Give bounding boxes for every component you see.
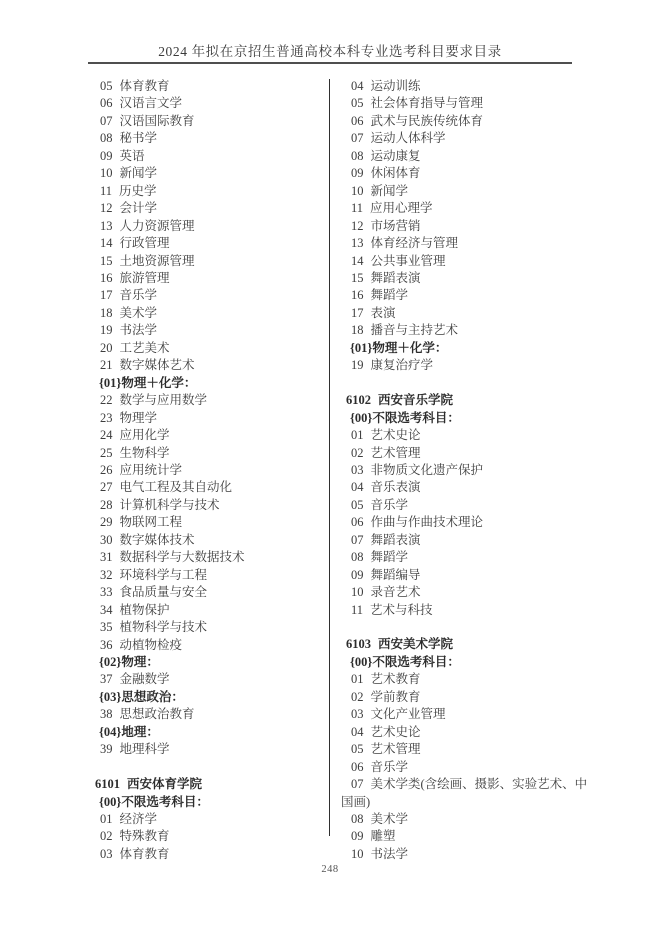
- major-code: 03: [100, 846, 113, 861]
- major-item: [341, 427, 599, 444]
- major-name: 应用化学: [119, 428, 170, 443]
- major-item: [341, 741, 599, 758]
- major-code: 02: [100, 829, 113, 844]
- major-name: 汉语国际教育: [119, 113, 195, 128]
- major-code: 04: [351, 480, 364, 495]
- major-name: 音乐表演: [370, 480, 421, 495]
- major-name: 应用心理学: [370, 201, 433, 216]
- major-name: 音乐学: [119, 288, 158, 303]
- major-name: 土地资源管理: [119, 253, 195, 268]
- major-list-column-left: [90, 78, 328, 863]
- major-code: 31: [100, 550, 113, 565]
- major-name: 武术与民族传统体育: [370, 113, 484, 128]
- major-item: [90, 165, 328, 182]
- major-name: 艺术教育: [370, 672, 421, 687]
- major-name: 书法学: [370, 846, 409, 861]
- major-name: 公共事业管理: [370, 253, 446, 268]
- major-item: [341, 130, 599, 147]
- major-name: 运动训练: [370, 79, 421, 93]
- major-name: 食品质量与安全: [119, 585, 208, 600]
- major-code: 10: [351, 183, 364, 198]
- major-code: 09: [100, 148, 113, 163]
- major-code: 16: [351, 288, 364, 303]
- major-name: 英语: [119, 148, 145, 163]
- major-name: 行政管理: [119, 236, 170, 251]
- major-code: 01: [351, 672, 364, 687]
- major-item: [90, 741, 328, 758]
- major-name: 舞蹈编导: [370, 567, 421, 582]
- major-code: 08: [351, 812, 364, 826]
- major-code: 16: [100, 270, 113, 285]
- school-code: 6102: [346, 393, 371, 408]
- major-code: 08: [100, 131, 113, 146]
- major-code: 19: [351, 358, 364, 373]
- major-item: [90, 130, 328, 147]
- major-name: 市场营销: [370, 218, 421, 233]
- major-item: [90, 671, 328, 688]
- major-code: 06: [351, 515, 364, 530]
- major-code: 05: [351, 497, 364, 512]
- major-item: [90, 828, 328, 845]
- major-item: [341, 828, 599, 845]
- school-heading: [90, 776, 328, 793]
- major-item: [341, 479, 599, 496]
- major-code: 13: [100, 218, 113, 233]
- major-name: 运动人体科学: [370, 131, 446, 146]
- major-name: 录音艺术: [370, 585, 421, 600]
- major-name: 雕塑: [370, 829, 396, 844]
- major-name: 非物质文化遗产保护: [370, 462, 484, 477]
- major-item: [341, 253, 599, 270]
- major-code: 38: [100, 707, 113, 722]
- major-name: 植物科学与技术: [119, 620, 208, 635]
- major-name: 艺术与科技: [370, 602, 433, 617]
- major-name: 思想政治教育: [119, 707, 195, 722]
- major-item: [341, 514, 599, 531]
- major-code: 02: [351, 689, 364, 704]
- major-item: [341, 78, 599, 95]
- major-code: 35: [100, 620, 113, 635]
- major-name: 艺术史论: [370, 428, 421, 443]
- school-code: 6101: [95, 777, 120, 792]
- major-code: 07: [351, 777, 364, 792]
- major-item: [341, 165, 599, 182]
- major-item: [90, 427, 328, 444]
- major-code: 18: [100, 305, 113, 320]
- major-name: 新闻学: [119, 166, 158, 181]
- major-item: [341, 584, 599, 601]
- major-code: 28: [100, 497, 113, 512]
- major-item: [341, 445, 599, 462]
- major-item: [341, 322, 599, 339]
- major-code: 24: [100, 428, 113, 443]
- major-item: [341, 148, 599, 165]
- major-item: [341, 270, 599, 287]
- major-name: 舞蹈学: [370, 288, 409, 303]
- major-code: 12: [100, 201, 113, 216]
- major-item: [341, 811, 599, 828]
- major-item: [90, 200, 328, 217]
- major-code: 09: [351, 567, 364, 582]
- subject-group-heading: {00}不限选考科目：: [350, 410, 460, 425]
- major-item: [341, 200, 599, 217]
- major-code: 07: [351, 131, 364, 146]
- major-name: 经济学: [119, 812, 158, 827]
- major-item: [90, 78, 328, 95]
- major-item: [341, 218, 599, 235]
- major-name: 社会体育指导与管理: [370, 96, 484, 111]
- major-item: [341, 287, 599, 304]
- major-item: [341, 602, 599, 619]
- major-name: 新闻学: [370, 183, 409, 198]
- major-code: 09: [351, 829, 364, 844]
- major-name: 舞蹈表演: [370, 270, 421, 285]
- subject-group-heading: {01}物理＋化学：: [99, 375, 197, 390]
- subject-group-heading: {04}地理：: [99, 724, 159, 739]
- major-item: [90, 567, 328, 584]
- page-number: 248: [321, 864, 339, 875]
- major-code: 20: [100, 340, 113, 355]
- subject-group-heading: {01}物理＋化学：: [350, 340, 448, 355]
- major-item: [90, 305, 328, 322]
- major-name: 艺术史论: [370, 724, 421, 739]
- major-code: 06: [100, 96, 113, 111]
- major-item: [341, 235, 599, 252]
- major-item: [90, 148, 328, 165]
- major-code: 23: [100, 410, 113, 425]
- major-code: 06: [351, 113, 364, 128]
- major-code: 06: [351, 759, 364, 774]
- major-item: [341, 113, 599, 130]
- major-item: [341, 689, 599, 706]
- major-code: 10: [100, 166, 113, 181]
- major-code: 19: [100, 323, 113, 338]
- major-name: 秘书学: [119, 131, 158, 146]
- major-name: 学前教育: [370, 689, 421, 704]
- major-item: [90, 584, 328, 601]
- major-name: 体育经济与管理: [370, 236, 459, 251]
- major-item: [90, 113, 328, 130]
- major-code: 18: [351, 323, 364, 338]
- major-item: [90, 602, 328, 619]
- major-name: 计算机科学与技术: [119, 497, 220, 512]
- major-item: [90, 637, 328, 654]
- major-item: [341, 567, 599, 584]
- major-name: 艺术管理: [370, 742, 421, 757]
- major-item: [341, 357, 599, 374]
- major-name: 休闲体育: [370, 166, 421, 181]
- school-name: 西安音乐学院: [378, 393, 454, 408]
- major-name: 工艺美术: [119, 340, 170, 355]
- major-item: [341, 846, 599, 863]
- major-name: 美术学类(含绘画、摄影、实验艺术、中国画): [341, 777, 588, 809]
- major-name: 数学与应用数学: [119, 393, 208, 408]
- major-item: [341, 759, 599, 776]
- major-name: 地理科学: [119, 742, 170, 757]
- major-code: 04: [351, 724, 364, 739]
- major-code: 04: [351, 79, 364, 93]
- major-item: [90, 619, 328, 636]
- major-item: [90, 95, 328, 112]
- major-name: 环境科学与工程: [119, 567, 208, 582]
- major-code: 21: [100, 358, 113, 373]
- major-item: [341, 95, 599, 112]
- major-code: 32: [100, 567, 113, 582]
- major-name: 生物科学: [119, 445, 170, 460]
- major-list-column-right: [341, 78, 599, 863]
- blank-line: [341, 619, 599, 636]
- major-item: [90, 811, 328, 828]
- major-item: [90, 322, 328, 339]
- major-code: 29: [100, 515, 113, 530]
- major-name: 物联网工程: [119, 515, 183, 530]
- major-name: 作曲与作曲技术理论: [370, 515, 484, 530]
- major-code: 05: [100, 79, 113, 93]
- major-name: 植物保护: [119, 602, 170, 617]
- major-code: 03: [351, 462, 364, 477]
- major-code: 39: [100, 742, 113, 757]
- major-code: 03: [351, 707, 364, 722]
- major-item: [90, 706, 328, 723]
- header-rule: [88, 62, 572, 64]
- major-name: 舞蹈表演: [370, 532, 421, 547]
- major-item: [341, 532, 599, 549]
- major-code: 13: [351, 236, 364, 251]
- major-item: [90, 357, 328, 374]
- major-code: 17: [351, 305, 364, 320]
- major-name: 文化产业管理: [370, 707, 446, 722]
- major-item: [90, 514, 328, 531]
- major-name: 运动康复: [370, 148, 421, 163]
- major-name: 特殊教育: [119, 829, 170, 844]
- major-code: 08: [351, 550, 364, 565]
- major-item: [341, 706, 599, 723]
- major-code: 09: [351, 166, 364, 181]
- major-name: 艺术管理: [370, 445, 421, 460]
- major-name: 数字媒体艺术: [119, 358, 195, 373]
- column-divider: [329, 79, 330, 836]
- major-name: 体育教育: [119, 846, 170, 861]
- major-code: 26: [100, 462, 113, 477]
- major-item: [90, 287, 328, 304]
- major-item: [90, 340, 328, 357]
- blank-line: [90, 759, 328, 776]
- major-name: 人力资源管理: [119, 218, 195, 233]
- major-item: [341, 671, 599, 688]
- major-name: 应用统计学: [119, 462, 183, 477]
- major-code: 02: [351, 445, 364, 460]
- major-item: [341, 724, 599, 741]
- major-item: [90, 445, 328, 462]
- major-name: 旅游管理: [119, 270, 170, 285]
- major-item: [90, 462, 328, 479]
- major-name: 表演: [370, 305, 396, 320]
- major-code: 05: [351, 96, 364, 111]
- major-name: 书法学: [119, 323, 158, 338]
- subject-group-heading: {03}思想政治：: [99, 689, 184, 704]
- major-name: 物理学: [119, 410, 158, 425]
- major-code: 36: [100, 637, 113, 652]
- major-code: 25: [100, 445, 113, 460]
- subject-group-heading: {00}不限选考科目：: [99, 794, 209, 809]
- major-item: [90, 270, 328, 287]
- major-code: 15: [351, 270, 364, 285]
- major-code: 11: [351, 602, 364, 617]
- major-name: 体育教育: [119, 79, 170, 93]
- major-name: 美术学: [119, 305, 158, 320]
- major-name: 电气工程及其自动化: [119, 480, 233, 495]
- school-heading: [341, 392, 599, 409]
- major-code: 37: [100, 672, 113, 687]
- major-item: [90, 218, 328, 235]
- major-item: [90, 410, 328, 427]
- major-code: 12: [351, 218, 364, 233]
- major-item: [341, 549, 599, 566]
- major-item: [90, 846, 328, 863]
- major-code: 01: [100, 812, 113, 827]
- major-code: 34: [100, 602, 113, 617]
- blank-line: [341, 375, 599, 392]
- major-code: 10: [351, 585, 364, 600]
- subject-group-heading: {00}不限选考科目：: [350, 654, 460, 669]
- major-name: 舞蹈学: [370, 550, 409, 565]
- page-title: 2024 年拟在京招生普通高校本科专业选考科目要求目录: [158, 44, 502, 59]
- school-name: 西安美术学院: [378, 637, 454, 652]
- major-name: 音乐学: [370, 759, 409, 774]
- major-item: [90, 235, 328, 252]
- major-name: 动植物检疫: [119, 637, 183, 652]
- major-item: [341, 776, 599, 811]
- school-heading: [341, 636, 599, 653]
- major-code: 10: [351, 846, 364, 861]
- major-code: 30: [100, 532, 113, 547]
- major-code: 14: [351, 253, 364, 268]
- major-item: [90, 392, 328, 409]
- major-item: [90, 183, 328, 200]
- major-name: 历史学: [119, 183, 157, 198]
- major-name: 美术学: [370, 812, 409, 826]
- major-item: [341, 497, 599, 514]
- major-code: 11: [100, 183, 113, 198]
- major-code: 27: [100, 480, 113, 495]
- major-code: 17: [100, 288, 113, 303]
- major-name: 音乐学: [370, 497, 409, 512]
- major-name: 数据科学与大数据技术: [119, 550, 245, 565]
- major-item: [90, 532, 328, 549]
- major-code: 05: [351, 742, 364, 757]
- major-item: [90, 497, 328, 514]
- school-name: 西安体育学院: [127, 777, 203, 792]
- major-code: 22: [100, 393, 113, 408]
- major-name: 康复治疗学: [370, 358, 434, 373]
- subject-group-heading: {02}物理：: [99, 654, 159, 669]
- major-code: 07: [100, 113, 113, 128]
- major-item: [90, 253, 328, 270]
- major-item: [341, 305, 599, 322]
- school-code: 6103: [346, 637, 371, 652]
- major-item: [90, 549, 328, 566]
- major-item: [90, 479, 328, 496]
- major-code: 01: [351, 428, 364, 443]
- major-code: 08: [351, 148, 364, 163]
- major-name: 会计学: [119, 201, 158, 216]
- major-code: 11: [351, 201, 364, 216]
- major-name: 数字媒体技术: [119, 532, 195, 547]
- major-code: 07: [351, 532, 364, 547]
- major-code: 15: [100, 253, 113, 268]
- major-code: 14: [100, 236, 113, 251]
- major-item: [341, 183, 599, 200]
- major-name: 播音与主持艺术: [370, 323, 459, 338]
- major-code: 33: [100, 585, 113, 600]
- major-name: 汉语言文学: [119, 96, 183, 111]
- major-name: 金融数学: [119, 672, 170, 687]
- major-item: [341, 462, 599, 479]
